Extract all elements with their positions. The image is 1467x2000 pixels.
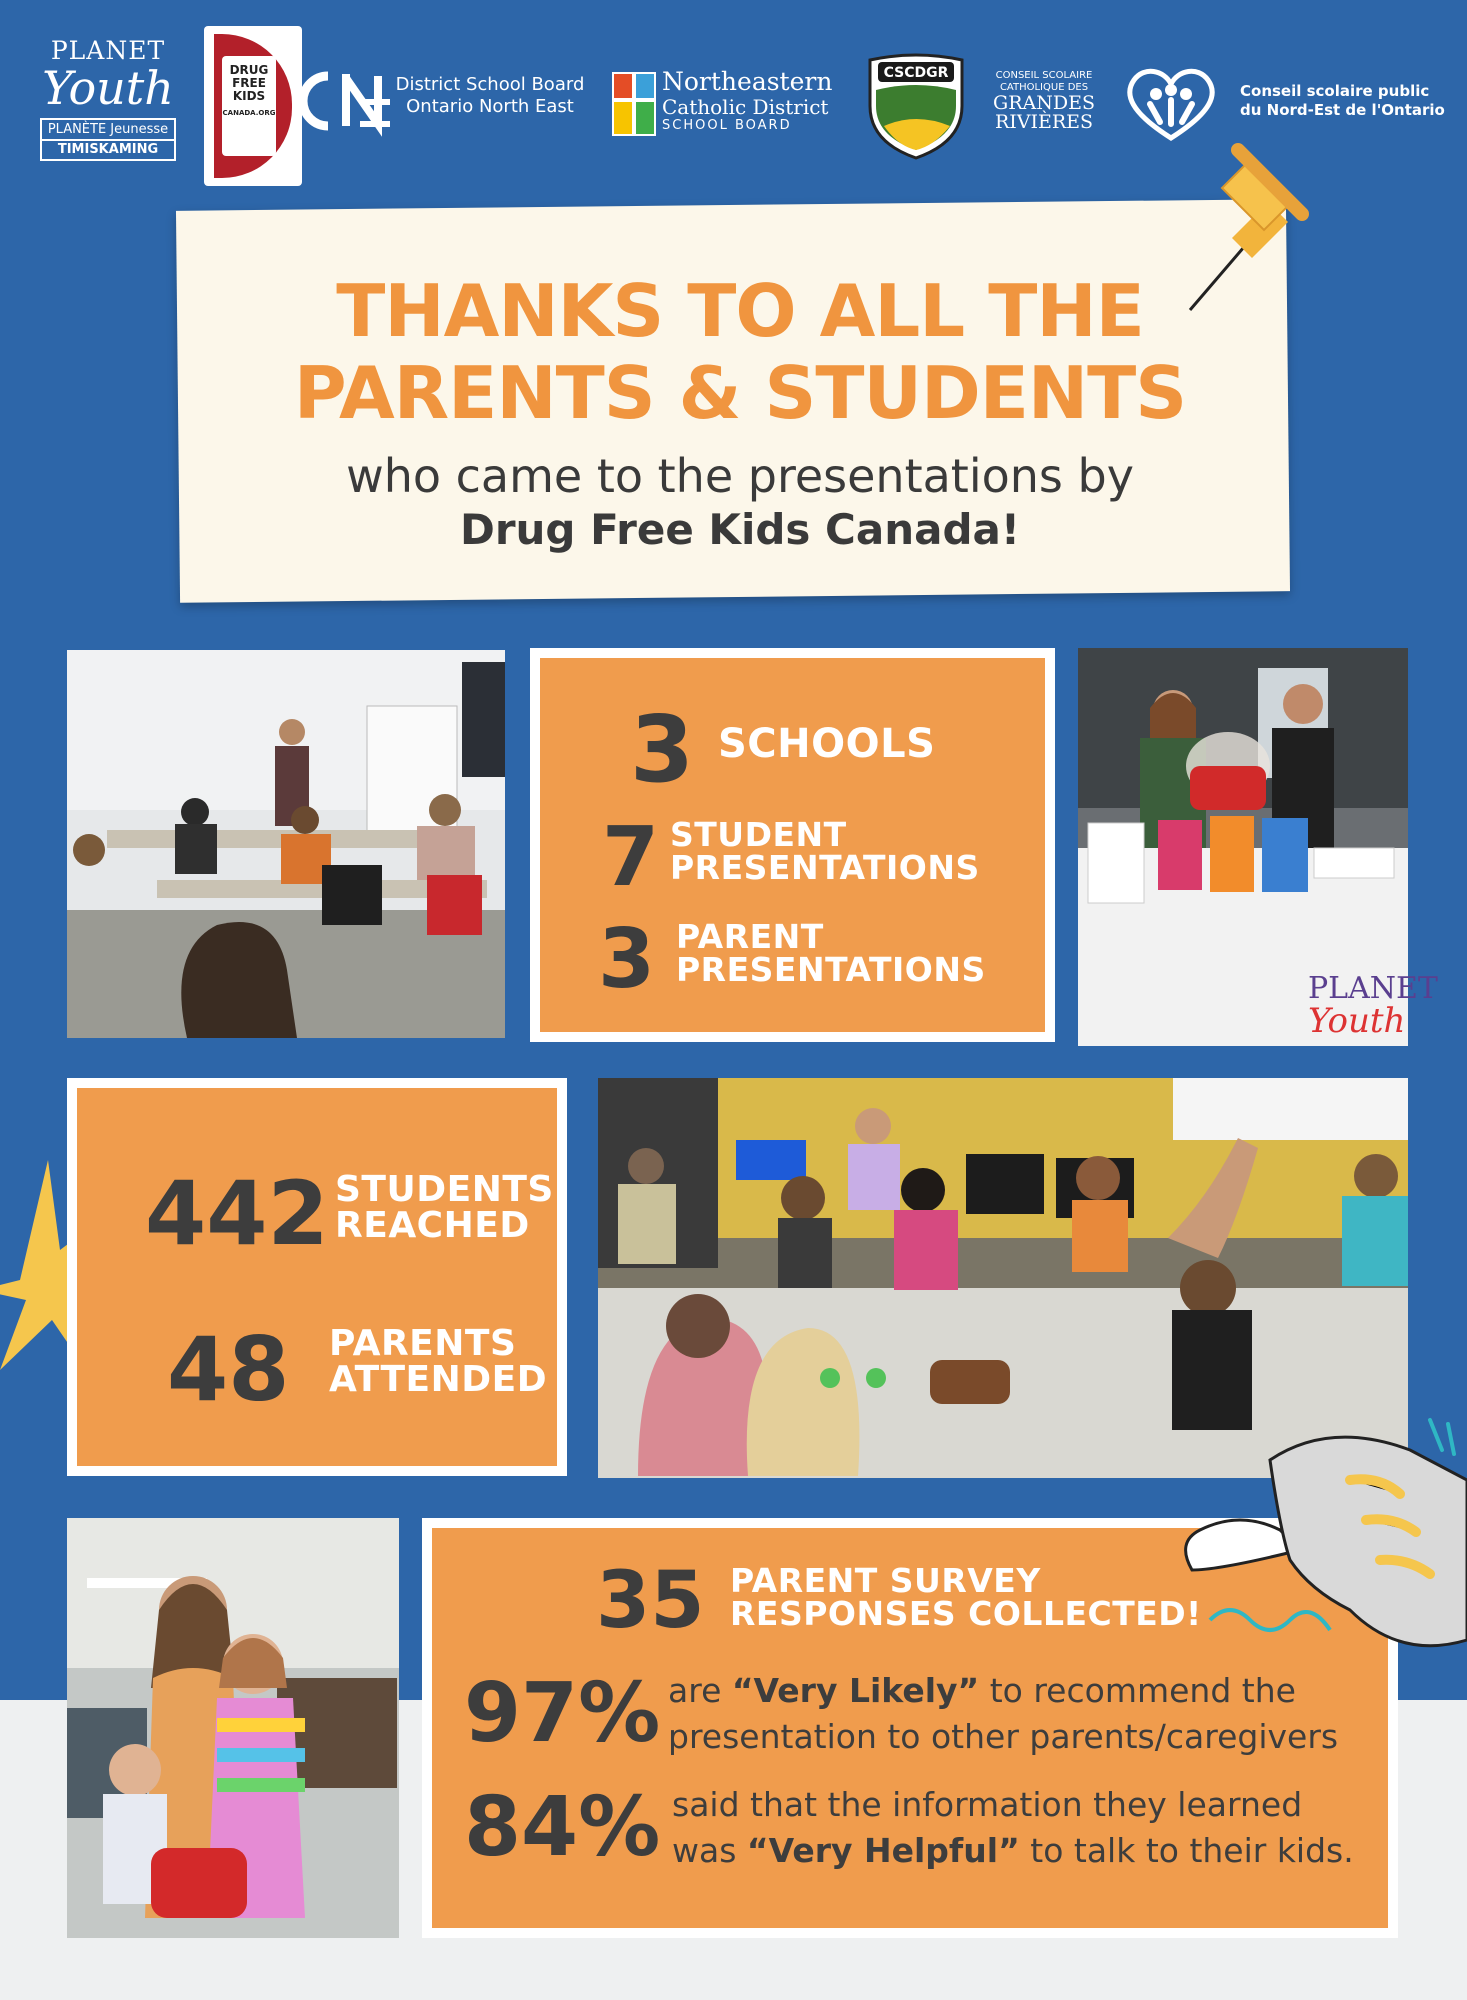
workshop-photo <box>598 1078 1408 1476</box>
hand-with-marker-icon <box>1180 1420 1467 1680</box>
cscdgr-line2: CATHOLIQUE DES <box>999 82 1089 93</box>
survey-stat1-line2: presentation to other parents/caregivers <box>668 1717 1339 1756</box>
stats-reach-box <box>67 1078 567 1476</box>
survey-stat1-bold: “Very Likely” <box>731 1671 980 1710</box>
planet-youth-logo <box>40 38 176 178</box>
survey-stat1-post: to recommend the <box>979 1671 1296 1710</box>
survey-stat2-post: to talk to their kids. <box>1019 1831 1354 1870</box>
students-reached-label-2: REACHED <box>335 1205 530 1246</box>
students-reached-label-1: STUDENTS <box>335 1169 554 1210</box>
dfk-url-text: CANADA.ORG <box>222 109 276 117</box>
dfk-kids-text: KIDS <box>232 89 266 103</box>
header-title-block <box>200 270 1280 556</box>
survey-stat1-percent: 97% <box>464 1666 661 1761</box>
survey-stat2-text <box>672 1782 1354 1874</box>
classroom-photo-1 <box>67 650 505 1038</box>
ncdsb-line2: Catholic District <box>662 95 829 119</box>
survey-stat1-pre: are <box>668 1671 732 1710</box>
survey-stat2-percent: 84% <box>464 1780 661 1875</box>
cspne-logo-text <box>1240 82 1445 120</box>
parents-attended-label <box>329 1323 548 1400</box>
dfk-free-text: FREE <box>232 76 266 90</box>
ncdsb-logo-text <box>662 68 832 134</box>
subtitle-bold: Drug Free Kids Canada! <box>459 505 1021 554</box>
survey-count-label <box>730 1561 1202 1633</box>
parents-attended-number: 48 <box>167 1318 290 1421</box>
dsb-one-line2: Ontario North East <box>406 96 574 117</box>
banner-planet-text: PLANET <box>1308 971 1438 1006</box>
planet-youth-planet-text: PLANET <box>50 36 166 65</box>
parent-presentations-label <box>676 917 986 989</box>
parents-attended-label-2: ATTENDED <box>329 1359 548 1400</box>
cscdgr-logo-text <box>984 70 1104 132</box>
survey-count-label-2: RESPONSES COLLECTED! <box>730 1594 1202 1633</box>
survey-stat2-line1: said that the information they learned <box>672 1785 1303 1824</box>
title-line-1: THANKS TO ALL THE <box>336 269 1144 353</box>
cscdgr-line4: RIVIÈRES <box>994 111 1094 133</box>
drug-free-kids-wordmark <box>222 56 276 156</box>
cspne-line2: du Nord-Est de l'Ontario <box>1240 101 1445 119</box>
parent-presentations-label-1: PARENT <box>676 917 824 956</box>
title-line-2: PARENTS & STUDENTS <box>293 351 1187 435</box>
banner-youth-text: Youth <box>1308 1001 1406 1041</box>
cscdgr-badge-text: CSCDGR <box>883 65 949 81</box>
parent-presentations-label-2: PRESENTATIONS <box>676 950 986 989</box>
dsb-one-line1: District School Board <box>395 74 585 95</box>
survey-stat1-text <box>668 1668 1338 1760</box>
dfk-drug-text: DRUG <box>229 63 269 77</box>
dsb-one-logo-mark <box>316 66 392 136</box>
planet-youth-jeunesse-text: PLANÈTE Jeunesse <box>40 118 176 141</box>
booth-photo <box>1078 648 1438 1046</box>
cspne-line1: Conseil scolaire public <box>1240 82 1430 100</box>
drug-free-kids-logo <box>204 26 302 186</box>
student-presentations-label-2: PRESENTATIONS <box>670 848 980 887</box>
student-presentations-label-1: STUDENT <box>670 815 847 854</box>
planet-youth-timiskaming-text: TIMISKAMING <box>40 141 176 161</box>
family-photo <box>67 1518 399 1938</box>
parents-attended-label-1: PARENTS <box>329 1323 517 1364</box>
cscdgr-shield-icon <box>864 50 968 162</box>
ncdsb-line3: SCHOOL BOARD <box>662 118 792 133</box>
planet-youth-youth-text: Youth <box>42 61 174 115</box>
ncdsb-line1: Northeastern <box>662 67 833 96</box>
cscdgr-line3: GRANDES <box>993 92 1095 114</box>
students-reached-number: 442 <box>145 1162 329 1265</box>
ncdsb-cross-icon <box>612 72 656 136</box>
parent-presentations-number: 3 <box>598 912 656 1007</box>
schools-number: 3 <box>630 696 695 803</box>
survey-count-number: 35 <box>596 1556 705 1646</box>
dsb-one-text <box>395 74 585 118</box>
student-presentations-label <box>670 815 980 887</box>
subtitle: who came to the presentations by <box>346 449 1134 503</box>
survey-stat2-pre: was <box>672 1831 747 1870</box>
students-reached-label <box>335 1169 554 1246</box>
student-presentations-number: 7 <box>602 810 660 905</box>
cscdgr-line1: CONSEIL SCOLAIRE <box>995 70 1093 81</box>
stats-schools-box <box>530 648 1055 1042</box>
schools-label: SCHOOLS <box>718 721 936 767</box>
survey-stat2-bold: “Very Helpful” <box>746 1831 1020 1870</box>
survey-count-label-1: PARENT SURVEY <box>730 1561 1041 1600</box>
